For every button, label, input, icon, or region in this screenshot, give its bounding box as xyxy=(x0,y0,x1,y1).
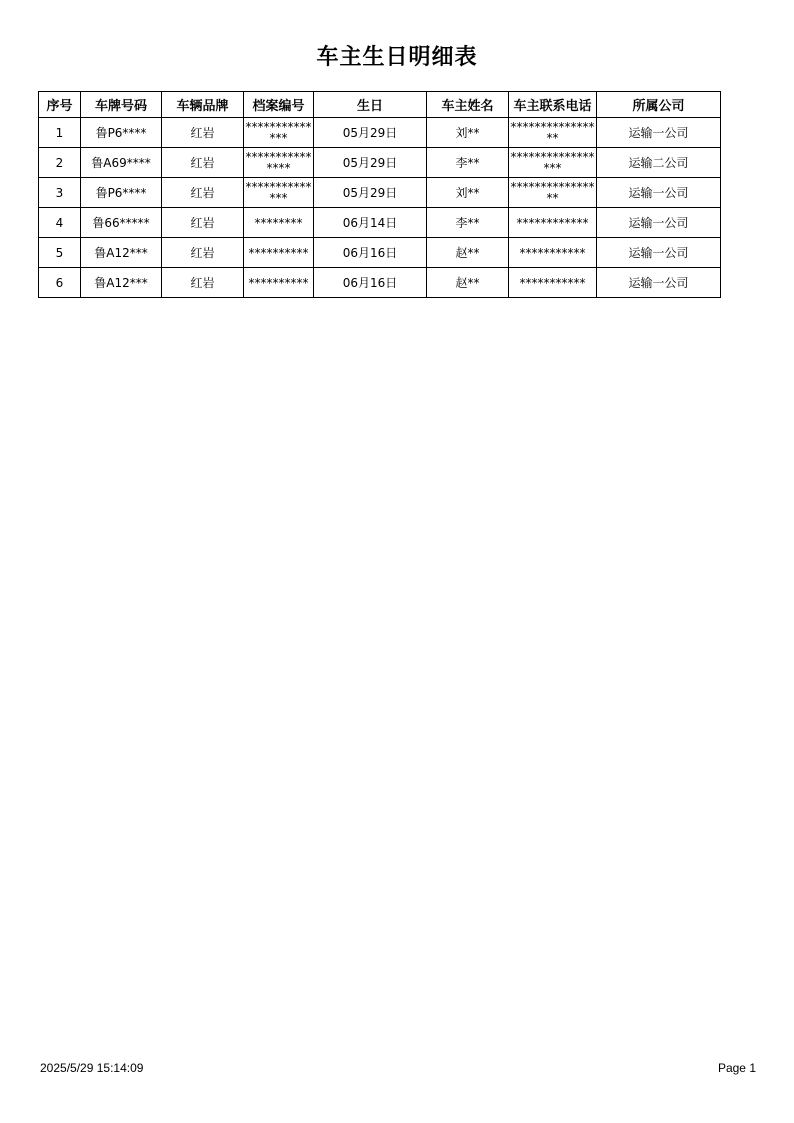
cell-owner-phone: **************** xyxy=(509,118,597,148)
cell-plate-number: 鲁A12*** xyxy=(81,238,162,268)
table-row xyxy=(39,268,721,298)
cell-index: 2 xyxy=(39,148,81,178)
cell-index: 1 xyxy=(39,118,81,148)
header-file-number: 档案编号 xyxy=(244,92,314,118)
cell-file-number: ********** xyxy=(244,238,314,268)
header-vehicle-brand: 车辆品牌 xyxy=(162,92,244,118)
cell-owner-phone: ************ xyxy=(509,208,597,238)
cell-owner-name: 刘** xyxy=(427,118,509,148)
header-company: 所属公司 xyxy=(597,92,721,118)
cell-owner-phone: *********** xyxy=(509,238,597,268)
cell-plate-number: 鲁P6**** xyxy=(81,178,162,208)
cell-index: 6 xyxy=(39,268,81,298)
table-header-row xyxy=(39,92,721,118)
cell-file-number: ********** xyxy=(244,268,314,298)
cell-birthday: 05月29日 xyxy=(314,148,427,178)
cell-vehicle-brand: 红岩 xyxy=(162,178,244,208)
cell-birthday: 06月14日 xyxy=(314,208,427,238)
cell-birthday: 05月29日 xyxy=(314,178,427,208)
cell-birthday: 06月16日 xyxy=(314,238,427,268)
header-owner-name: 车主姓名 xyxy=(427,92,509,118)
cell-vehicle-brand: 红岩 xyxy=(162,118,244,148)
cell-company: 运输一公司 xyxy=(597,208,721,238)
table-row xyxy=(39,118,721,148)
cell-plate-number: 鲁A12*** xyxy=(81,268,162,298)
cell-owner-phone: **************** xyxy=(509,178,597,208)
cell-file-number: *************** xyxy=(244,148,314,178)
cell-company: 运输一公司 xyxy=(597,238,721,268)
cell-vehicle-brand: 红岩 xyxy=(162,268,244,298)
birthday-table xyxy=(38,91,721,298)
cell-owner-name: 刘** xyxy=(427,178,509,208)
cell-company: 运输一公司 xyxy=(597,178,721,208)
cell-company: 运输一公司 xyxy=(597,268,721,298)
cell-birthday: 05月29日 xyxy=(314,118,427,148)
cell-owner-name: 赵** xyxy=(427,268,509,298)
print-timestamp: 2025/5/29 15:14:09 xyxy=(40,1061,144,1075)
header-birthday: 生日 xyxy=(314,92,427,118)
header-plate-number: 车牌号码 xyxy=(81,92,162,118)
cell-birthday: 06月16日 xyxy=(314,268,427,298)
cell-vehicle-brand: 红岩 xyxy=(162,148,244,178)
cell-company: 运输一公司 xyxy=(597,118,721,148)
header-owner-phone: 车主联系电话 xyxy=(509,92,597,118)
cell-owner-phone: *********** xyxy=(509,268,597,298)
page-title: 车主生日明细表 xyxy=(316,44,478,70)
cell-owner-name: 赵** xyxy=(427,238,509,268)
cell-vehicle-brand: 红岩 xyxy=(162,238,244,268)
cell-file-number: ************** xyxy=(244,118,314,148)
cell-plate-number: 鲁66***** xyxy=(81,208,162,238)
cell-owner-name: 李** xyxy=(427,148,509,178)
page-number: Page 1 xyxy=(717,1061,756,1075)
cell-file-number: ************** xyxy=(244,178,314,208)
table-row xyxy=(39,208,721,238)
cell-file-number: ******** xyxy=(244,208,314,238)
cell-plate-number: 鲁P6**** xyxy=(81,118,162,148)
table-row xyxy=(39,238,721,268)
table-row xyxy=(39,148,721,178)
cell-vehicle-brand: 红岩 xyxy=(162,208,244,238)
cell-index: 4 xyxy=(39,208,81,238)
cell-company: 运输二公司 xyxy=(597,148,721,178)
cell-owner-phone: ***************** xyxy=(509,148,597,178)
cell-owner-name: 李** xyxy=(427,208,509,238)
cell-index: 3 xyxy=(39,178,81,208)
cell-index: 5 xyxy=(39,238,81,268)
header-index: 序号 xyxy=(39,92,81,118)
cell-plate-number: 鲁A69**** xyxy=(81,148,162,178)
table-row xyxy=(39,178,721,208)
